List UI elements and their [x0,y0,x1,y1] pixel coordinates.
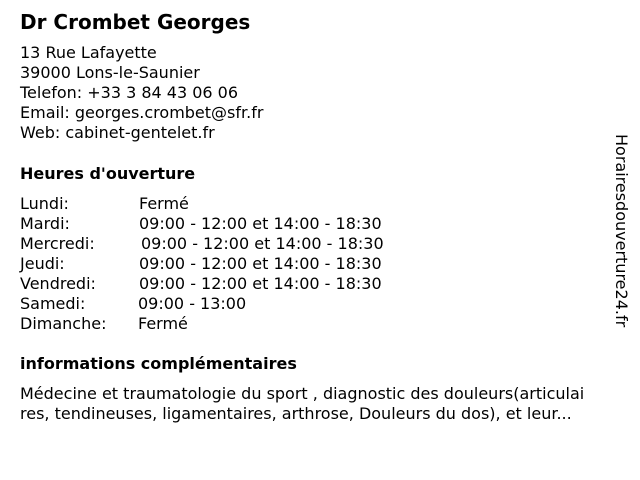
day-label: Vendredi: [20,274,96,293]
day-label: Mercredi: [20,234,95,253]
time-value: Fermé [138,314,188,333]
time-value: 09:00 - 12:00 et 14:00 - 18:30 [141,234,384,253]
page-title: Dr Crombet Georges [20,10,251,34]
time-value: 09:00 - 12:00 et 14:00 - 18:30 [139,214,382,233]
web-line: Web: cabinet-gentelet.fr [20,123,215,142]
info-description [20,384,584,424]
day-label: Jeudi: [20,254,65,273]
info-heading: informations complémentaires [20,354,297,373]
day-label: Dimanche: [20,314,107,333]
time-value: 09:00 - 12:00 et 14:00 - 18:30 [139,254,382,273]
address-city: 39000 Lons-le-Saunier [20,63,200,82]
time-value: Fermé [139,194,189,213]
info-line-2: res, tendineuses, ligamentaires, arthrose, Douleurs du dos), et leur... [20,404,572,423]
hours-heading: Heures d'ouverture [20,164,196,183]
day-label: Mardi: [20,214,70,233]
phone-line: Telefon: +33 3 84 43 06 06 [20,83,239,102]
day-label: Samedi: [20,294,86,313]
time-value: 09:00 - 13:00 [138,294,247,313]
day-label: Lundi: [20,194,69,213]
time-value: 09:00 - 12:00 et 14:00 - 18:30 [139,274,382,293]
info-line-1: Médecine et traumatologie du sport , diagnostic des douleurs(articulai [20,384,585,403]
address-street: 13 Rue Lafayette [20,43,157,62]
contact-block [20,43,263,143]
watermark-text: Horairesdouverture24.fr [612,134,631,328]
email-line: Email: georges.crombet@sfr.fr [20,103,264,122]
